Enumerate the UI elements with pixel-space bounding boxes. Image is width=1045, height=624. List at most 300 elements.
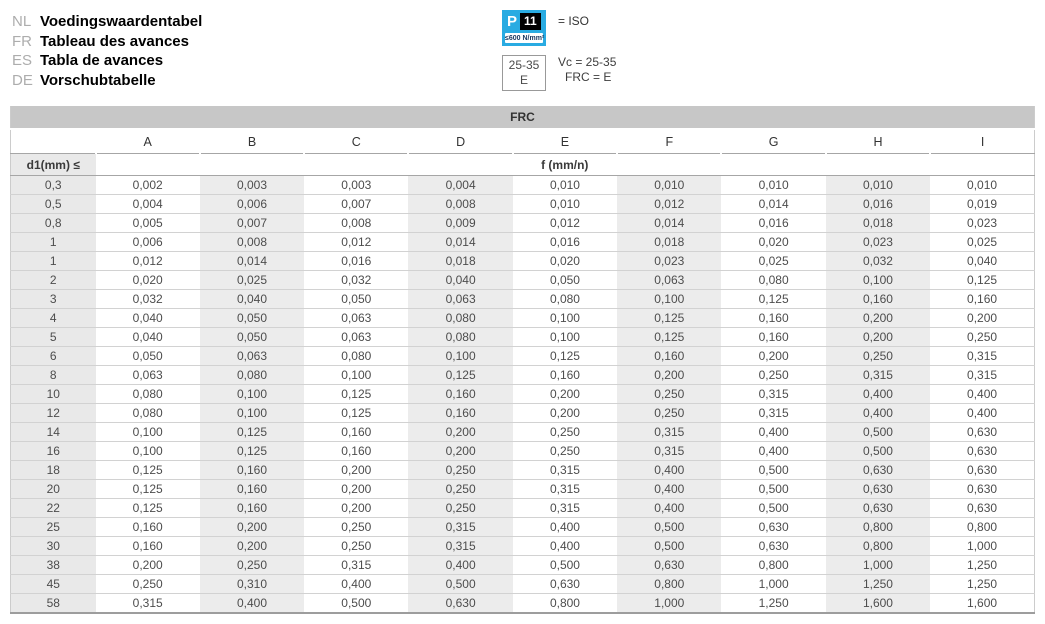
feed-value-cell: 0,100 bbox=[96, 423, 200, 442]
feed-value-cell: 0,007 bbox=[200, 214, 304, 233]
language-code: ES bbox=[12, 52, 33, 69]
feed-value-cell: 0,018 bbox=[826, 214, 930, 233]
feed-rate-table bbox=[10, 106, 1035, 614]
feed-value-cell: 0,250 bbox=[721, 366, 825, 385]
page-title: Tabla de avances bbox=[40, 52, 164, 69]
table-row bbox=[11, 480, 1035, 499]
feed-value-cell: 0,010 bbox=[967, 178, 998, 192]
feed-value-cell: 0,009 bbox=[408, 214, 512, 233]
feed-value-cell: 0,003 bbox=[200, 176, 304, 195]
feed-value-cell: 0,012 bbox=[304, 233, 408, 252]
feed-value-cell: 0,023 bbox=[826, 233, 930, 252]
feed-value-cell: 0,020 bbox=[513, 252, 617, 271]
feed-value-cell: 0,200 bbox=[304, 461, 408, 480]
feed-value-cell: 0,063 bbox=[408, 290, 512, 309]
feed-value-cell: 0,160 bbox=[304, 423, 408, 442]
feed-value-cell: 0,014 bbox=[721, 195, 825, 214]
vc-label: Vc = 25-35 bbox=[558, 55, 617, 69]
feed-value-cell: 0,023 bbox=[930, 214, 1034, 233]
feed-value-cell: 0,004 bbox=[408, 176, 512, 195]
feed-value-cell: 0,250 bbox=[408, 461, 512, 480]
feed-value-cell: 0,008 bbox=[408, 195, 512, 214]
table-row bbox=[11, 309, 1035, 328]
feed-value-cell: 0,400 bbox=[721, 442, 825, 461]
feed-value-cell: 0,630 bbox=[930, 442, 1034, 461]
feed-value-cell: 0,160 bbox=[200, 480, 304, 499]
feed-value-cell: 0,800 bbox=[617, 575, 721, 594]
feed-value-cell: 0,500 bbox=[513, 556, 617, 575]
feed-unit-header: f (mm/n) bbox=[96, 154, 1035, 176]
feed-value-cell: 0,080 bbox=[721, 271, 825, 290]
feed-value-cell: 0,014 bbox=[408, 233, 512, 252]
column-header: F bbox=[617, 129, 721, 154]
feed-value-cell: 0,200 bbox=[96, 556, 200, 575]
feed-value-cell: 0,100 bbox=[200, 404, 304, 423]
feed-value-cell: 0,100 bbox=[826, 271, 930, 290]
feed-value-cell: 0,400 bbox=[304, 575, 408, 594]
table-row bbox=[11, 556, 1035, 575]
page-title: Vorschubtabelle bbox=[40, 71, 156, 89]
feed-value-cell: 0,025 bbox=[930, 233, 1034, 252]
feed-value-cell: 0,200 bbox=[200, 537, 304, 556]
feed-value-cell: 0,125 bbox=[930, 271, 1034, 290]
feed-value-cell: 0,063 bbox=[304, 309, 408, 328]
feed-value-cell: 0,002 bbox=[132, 178, 163, 192]
feed-value-cell: 0,315 bbox=[617, 442, 721, 461]
page-title: Voedingswaardentabel bbox=[40, 13, 203, 30]
table-row bbox=[11, 328, 1035, 347]
feed-value-cell: 0,040 bbox=[96, 309, 200, 328]
feed-value-cell: 0,315 bbox=[826, 366, 930, 385]
cutting-data-legend bbox=[558, 55, 616, 85]
feed-value-cell: 0,010 bbox=[513, 195, 617, 214]
feed-value-cell: 0,160 bbox=[96, 518, 200, 537]
table-row bbox=[11, 461, 1035, 480]
feed-value-cell: 0,080 bbox=[200, 366, 304, 385]
feed-value-cell: 0,040 bbox=[930, 252, 1034, 271]
feed-value-cell: 0,315 bbox=[930, 366, 1034, 385]
title-line-fr bbox=[12, 32, 202, 52]
feed-value-cell: 0,008 bbox=[304, 214, 408, 233]
table-row bbox=[11, 385, 1035, 404]
feed-value-cell: 0,315 bbox=[513, 480, 617, 499]
feed-value-cell: 0,125 bbox=[200, 423, 304, 442]
legend-block bbox=[502, 10, 616, 91]
feed-value-cell: 0,400 bbox=[930, 404, 1034, 423]
feed-value-cell: 0,040 bbox=[408, 271, 512, 290]
feed-value-cell: 0,500 bbox=[408, 575, 512, 594]
column-header: B bbox=[200, 129, 304, 154]
feed-value-cell: 0,010 bbox=[617, 176, 721, 195]
table-row bbox=[11, 404, 1035, 423]
iso-material-letter: P bbox=[507, 13, 518, 30]
row-label: 8 bbox=[11, 366, 96, 385]
feed-value-cell: 0,004 bbox=[96, 195, 200, 214]
feed-value-cell: 0,630 bbox=[930, 499, 1034, 518]
feed-value-cell: 0,630 bbox=[617, 556, 721, 575]
table-row bbox=[11, 442, 1035, 461]
feed-value-cell: 0,315 bbox=[930, 347, 1034, 366]
tensile-strength-label: ≤600 N/mm² bbox=[505, 35, 545, 42]
table-row bbox=[11, 518, 1035, 537]
feed-value-cell: 1,250 bbox=[826, 575, 930, 594]
feed-value-cell: 0,500 bbox=[826, 423, 930, 442]
feed-value-cell: 0,018 bbox=[617, 233, 721, 252]
row-label: 10 bbox=[11, 385, 96, 404]
feed-value-cell: 1,000 bbox=[930, 537, 1034, 556]
feed-value-cell: 0,160 bbox=[513, 366, 617, 385]
feed-value-cell: 0,200 bbox=[304, 499, 408, 518]
title-line-nl bbox=[12, 12, 202, 32]
feed-value-cell: 0,003 bbox=[341, 178, 372, 192]
feed-value-cell: 0,400 bbox=[721, 423, 825, 442]
row-label: 0,5 bbox=[11, 195, 96, 214]
feed-value-cell: 0,063 bbox=[617, 271, 721, 290]
feed-value-cell: 0,630 bbox=[930, 423, 1034, 442]
feed-value-cell: 1,000 bbox=[826, 556, 930, 575]
feed-value-cell: 0,025 bbox=[200, 271, 304, 290]
feed-value-cell: 0,200 bbox=[408, 442, 512, 461]
feed-value-cell: 0,400 bbox=[513, 518, 617, 537]
feed-value-cell: 0,063 bbox=[304, 328, 408, 347]
feed-value-cell: 0,630 bbox=[930, 480, 1034, 499]
feed-value-cell: 0,100 bbox=[96, 442, 200, 461]
feed-value-cell: 0,250 bbox=[826, 347, 930, 366]
table-row bbox=[11, 347, 1035, 366]
feed-value-cell: 0,315 bbox=[721, 385, 825, 404]
sub-header-row bbox=[11, 154, 1035, 176]
iso-material-number: 11 bbox=[520, 13, 541, 30]
feed-value-cell: 0,023 bbox=[617, 252, 721, 271]
feed-value-cell: 0,040 bbox=[200, 290, 304, 309]
feed-value-cell: 0,200 bbox=[826, 328, 930, 347]
feed-value-cell: 0,315 bbox=[721, 404, 825, 423]
row-label: 5 bbox=[11, 328, 96, 347]
feed-value-cell: 0,500 bbox=[826, 442, 930, 461]
row-label: 25 bbox=[11, 518, 96, 537]
row-label: 12 bbox=[11, 404, 96, 423]
table-row bbox=[11, 176, 1035, 195]
cutting-data-row bbox=[502, 55, 616, 91]
feed-value-cell: 0,800 bbox=[930, 518, 1034, 537]
row-label: 0,3 bbox=[11, 176, 96, 195]
feed-value-cell: 0,630 bbox=[826, 480, 930, 499]
feed-value-cell: 0,200 bbox=[408, 423, 512, 442]
feed-value-cell: 0,016 bbox=[513, 233, 617, 252]
column-header: D bbox=[408, 129, 512, 154]
feed-value-cell: 0,012 bbox=[617, 195, 721, 214]
feed-value-cell: 0,250 bbox=[513, 423, 617, 442]
feed-value-cell: 0,500 bbox=[617, 518, 721, 537]
feed-value-cell: 0,160 bbox=[200, 461, 304, 480]
feed-value-cell: 0,160 bbox=[721, 309, 825, 328]
feed-value-cell: 0,160 bbox=[721, 328, 825, 347]
feed-value-cell: 1,250 bbox=[721, 594, 825, 614]
feed-value-cell: 0,020 bbox=[96, 271, 200, 290]
row-label: 20 bbox=[11, 480, 96, 499]
row-label: 30 bbox=[11, 537, 96, 556]
table-row bbox=[11, 195, 1035, 214]
feed-value-cell: 0,032 bbox=[826, 252, 930, 271]
iso-p-badge-top bbox=[505, 13, 543, 30]
frc-class-value: E bbox=[519, 73, 528, 87]
feed-value-cell: 1,250 bbox=[930, 556, 1034, 575]
feed-value-cell: 0,125 bbox=[304, 404, 408, 423]
feed-value-cell: 0,160 bbox=[826, 290, 930, 309]
feed-value-cell: 0,125 bbox=[617, 328, 721, 347]
feed-value-cell: 0,005 bbox=[96, 214, 200, 233]
title-line-es bbox=[12, 51, 202, 71]
feed-value-cell: 0,630 bbox=[513, 575, 617, 594]
feed-value-cell: 0,200 bbox=[930, 309, 1034, 328]
feed-value-cell: 0,125 bbox=[96, 480, 200, 499]
feed-value-cell: 0,100 bbox=[304, 366, 408, 385]
feed-value-cell: 0,250 bbox=[408, 480, 512, 499]
feed-value-cell: 0,500 bbox=[721, 480, 825, 499]
row-label: 1 bbox=[11, 252, 96, 271]
feed-value-cell: 0,100 bbox=[408, 347, 512, 366]
column-header: E bbox=[513, 129, 617, 154]
feed-value-cell: 0,160 bbox=[408, 385, 512, 404]
feed-value-cell: 0,020 bbox=[721, 233, 825, 252]
frc-label: FRC = E bbox=[565, 70, 612, 84]
vc-value: 25-35 bbox=[508, 58, 540, 72]
table-row bbox=[11, 233, 1035, 252]
feed-value-cell: 0,125 bbox=[304, 385, 408, 404]
feed-value-cell: 0,012 bbox=[513, 214, 617, 233]
row-label: 3 bbox=[11, 290, 96, 309]
row-label: 2 bbox=[11, 271, 96, 290]
feed-value-cell: 0,400 bbox=[513, 537, 617, 556]
feed-value-cell: 0,160 bbox=[617, 347, 721, 366]
feed-value-cell: 0,050 bbox=[96, 347, 200, 366]
feed-value-cell: 0,630 bbox=[826, 461, 930, 480]
feed-value-cell: 0,500 bbox=[304, 594, 408, 614]
feed-value-cell: 1,000 bbox=[721, 575, 825, 594]
row-label: 16 bbox=[11, 442, 96, 461]
column-header: I bbox=[930, 129, 1034, 154]
feed-value-cell: 0,250 bbox=[408, 499, 512, 518]
feed-value-cell: 0,040 bbox=[96, 328, 200, 347]
feed-value-cell: 0,012 bbox=[96, 252, 200, 271]
feed-value-cell: 0,200 bbox=[617, 366, 721, 385]
feed-value-cell: 0,032 bbox=[304, 271, 408, 290]
feed-value-cell: 0,080 bbox=[96, 385, 200, 404]
feed-value-cell: 0,080 bbox=[304, 347, 408, 366]
feed-value-cell: 0,200 bbox=[513, 404, 617, 423]
feed-value-cell: 0,063 bbox=[96, 366, 200, 385]
feed-value-cell: 0,500 bbox=[721, 461, 825, 480]
feed-value-cell: 0,400 bbox=[200, 594, 304, 614]
feed-value-cell: 0,006 bbox=[96, 233, 200, 252]
feed-value-cell: 0,200 bbox=[513, 385, 617, 404]
feed-value-cell: 0,630 bbox=[721, 518, 825, 537]
feed-value-cell: 0,125 bbox=[617, 309, 721, 328]
feed-value-cell: 0,250 bbox=[513, 442, 617, 461]
feed-value-cell: 0,125 bbox=[408, 366, 512, 385]
row-label: 4 bbox=[11, 309, 96, 328]
feed-value-cell: 0,400 bbox=[617, 461, 721, 480]
frc-class-box bbox=[502, 55, 546, 91]
table-row bbox=[11, 594, 1035, 614]
feed-value-cell: 0,250 bbox=[617, 385, 721, 404]
feed-value-cell: 0,080 bbox=[96, 404, 200, 423]
feed-value-cell: 0,400 bbox=[826, 404, 930, 423]
feed-value-cell: 0,250 bbox=[200, 556, 304, 575]
feed-value-cell: 0,630 bbox=[930, 461, 1034, 480]
feed-value-cell: 0,200 bbox=[200, 518, 304, 537]
feed-value-cell: 0,019 bbox=[930, 195, 1034, 214]
row-label: 22 bbox=[11, 499, 96, 518]
feed-value-cell: 0,014 bbox=[617, 214, 721, 233]
row-label: 58 bbox=[11, 594, 96, 614]
feed-value-cell: 0,800 bbox=[513, 594, 617, 614]
page-title: Tableau des avances bbox=[40, 32, 189, 50]
feed-value-cell: 0,050 bbox=[513, 271, 617, 290]
table-row bbox=[11, 271, 1035, 290]
feed-value-cell: 0,016 bbox=[721, 214, 825, 233]
feed-value-cell: 0,100 bbox=[513, 309, 617, 328]
column-header: A bbox=[96, 129, 200, 154]
feed-value-cell: 0,100 bbox=[513, 328, 617, 347]
feed-value-cell: 0,200 bbox=[721, 347, 825, 366]
feed-value-cell: 0,250 bbox=[930, 328, 1034, 347]
table-row bbox=[11, 366, 1035, 385]
page-header bbox=[10, 10, 1035, 106]
feed-value-cell: 0,018 bbox=[408, 252, 512, 271]
feed-value-cell: 0,160 bbox=[200, 499, 304, 518]
row-label: 45 bbox=[11, 575, 96, 594]
table-row bbox=[11, 499, 1035, 518]
feed-value-cell: 0,125 bbox=[96, 461, 200, 480]
feed-value-cell: 0,315 bbox=[408, 537, 512, 556]
feed-value-cell: 0,310 bbox=[200, 575, 304, 594]
feed-value-cell: 0,500 bbox=[617, 537, 721, 556]
feed-value-cell: 0,010 bbox=[758, 178, 789, 192]
feed-value-cell: 0,050 bbox=[200, 309, 304, 328]
feed-value-cell: 0,050 bbox=[304, 290, 408, 309]
language-code: NL bbox=[12, 13, 32, 30]
feed-value-cell: 0,400 bbox=[930, 385, 1034, 404]
feed-value-cell: 0,400 bbox=[826, 385, 930, 404]
title-line-de bbox=[12, 71, 202, 91]
feed-value-cell: 0,063 bbox=[200, 347, 304, 366]
feed-value-cell: 0,014 bbox=[200, 252, 304, 271]
table-title-row bbox=[11, 106, 1035, 129]
feed-value-cell: 0,032 bbox=[96, 290, 200, 309]
feed-value-cell: 0,400 bbox=[617, 499, 721, 518]
feed-value-cell: 0,200 bbox=[826, 309, 930, 328]
row-label: 0,8 bbox=[11, 214, 96, 233]
row-label: 18 bbox=[11, 461, 96, 480]
feed-value-cell: 0,160 bbox=[930, 290, 1034, 309]
feed-value-cell: 0,100 bbox=[200, 385, 304, 404]
feed-value-cell: 0,400 bbox=[617, 480, 721, 499]
feed-value-cell: 0,630 bbox=[721, 537, 825, 556]
feed-value-cell: 0,250 bbox=[617, 404, 721, 423]
feed-value-cell: 0,080 bbox=[513, 290, 617, 309]
feed-value-cell: 0,315 bbox=[513, 499, 617, 518]
feed-value-cell: 0,080 bbox=[408, 309, 512, 328]
feed-value-cell: 0,125 bbox=[721, 290, 825, 309]
column-header: H bbox=[826, 129, 930, 154]
feed-value-cell: 0,160 bbox=[408, 404, 512, 423]
feed-value-cell: 0,315 bbox=[617, 423, 721, 442]
feed-value-cell: 0,250 bbox=[304, 537, 408, 556]
feed-value-cell: 0,125 bbox=[200, 442, 304, 461]
feed-value-cell: 0,315 bbox=[304, 556, 408, 575]
table-row bbox=[11, 423, 1035, 442]
feed-value-cell: 1,250 bbox=[930, 575, 1034, 594]
row-label: 1 bbox=[11, 233, 96, 252]
feed-value-cell: 0,006 bbox=[200, 195, 304, 214]
feed-value-cell: 0,630 bbox=[408, 594, 512, 614]
column-header: G bbox=[721, 129, 825, 154]
table-row bbox=[11, 252, 1035, 271]
feed-value-cell: 0,800 bbox=[826, 537, 930, 556]
feed-value-cell: 0,500 bbox=[721, 499, 825, 518]
feed-value-cell: 0,200 bbox=[304, 480, 408, 499]
table-row bbox=[11, 290, 1035, 309]
feed-value-cell: 0,800 bbox=[721, 556, 825, 575]
iso-material-row bbox=[502, 10, 616, 46]
table-row bbox=[11, 575, 1035, 594]
feed-value-cell: 0,800 bbox=[826, 518, 930, 537]
feed-value-cell: 0,025 bbox=[721, 252, 825, 271]
feed-value-cell: 0,315 bbox=[513, 461, 617, 480]
table-title: FRC bbox=[11, 106, 1035, 129]
feed-value-cell: 0,007 bbox=[304, 195, 408, 214]
feed-value-cell: 0,010 bbox=[549, 178, 580, 192]
row-label: 38 bbox=[11, 556, 96, 575]
iso-equals-label: = ISO bbox=[558, 14, 590, 28]
column-header-row bbox=[11, 129, 1035, 154]
feed-value-cell: 0,250 bbox=[304, 518, 408, 537]
feed-value-cell: 0,080 bbox=[408, 328, 512, 347]
feed-value-cell: 0,050 bbox=[200, 328, 304, 347]
feed-value-cell: 0,125 bbox=[96, 499, 200, 518]
table-row bbox=[11, 214, 1035, 233]
feed-value-cell: 1,600 bbox=[826, 594, 930, 614]
feed-value-cell: 0,315 bbox=[408, 518, 512, 537]
feed-value-cell: 0,010 bbox=[826, 176, 930, 195]
corner-cell bbox=[11, 129, 96, 154]
feed-value-cell: 1,600 bbox=[930, 594, 1034, 614]
feed-value-cell: 0,016 bbox=[304, 252, 408, 271]
feed-value-cell: 0,315 bbox=[96, 594, 200, 614]
feed-value-cell: 0,016 bbox=[826, 195, 930, 214]
iso-p-badge bbox=[502, 10, 546, 46]
title-block bbox=[12, 12, 202, 90]
feed-value-cell: 0,125 bbox=[513, 347, 617, 366]
table-row bbox=[11, 537, 1035, 556]
language-code: DE bbox=[12, 71, 33, 89]
row-label: 14 bbox=[11, 423, 96, 442]
table-body bbox=[11, 176, 1035, 614]
column-header: C bbox=[304, 129, 408, 154]
language-code: FR bbox=[12, 32, 32, 50]
feed-value-cell: 0,100 bbox=[617, 290, 721, 309]
diameter-header: d1(mm) ≤ bbox=[11, 154, 96, 176]
feed-value-cell: 1,000 bbox=[617, 594, 721, 614]
feed-value-cell: 0,250 bbox=[96, 575, 200, 594]
feed-value-cell: 0,160 bbox=[304, 442, 408, 461]
row-label: 6 bbox=[11, 347, 96, 366]
feed-value-cell: 0,630 bbox=[826, 499, 930, 518]
feed-value-cell: 0,160 bbox=[96, 537, 200, 556]
feed-value-cell: 0,008 bbox=[200, 233, 304, 252]
feed-value-cell: 0,400 bbox=[408, 556, 512, 575]
